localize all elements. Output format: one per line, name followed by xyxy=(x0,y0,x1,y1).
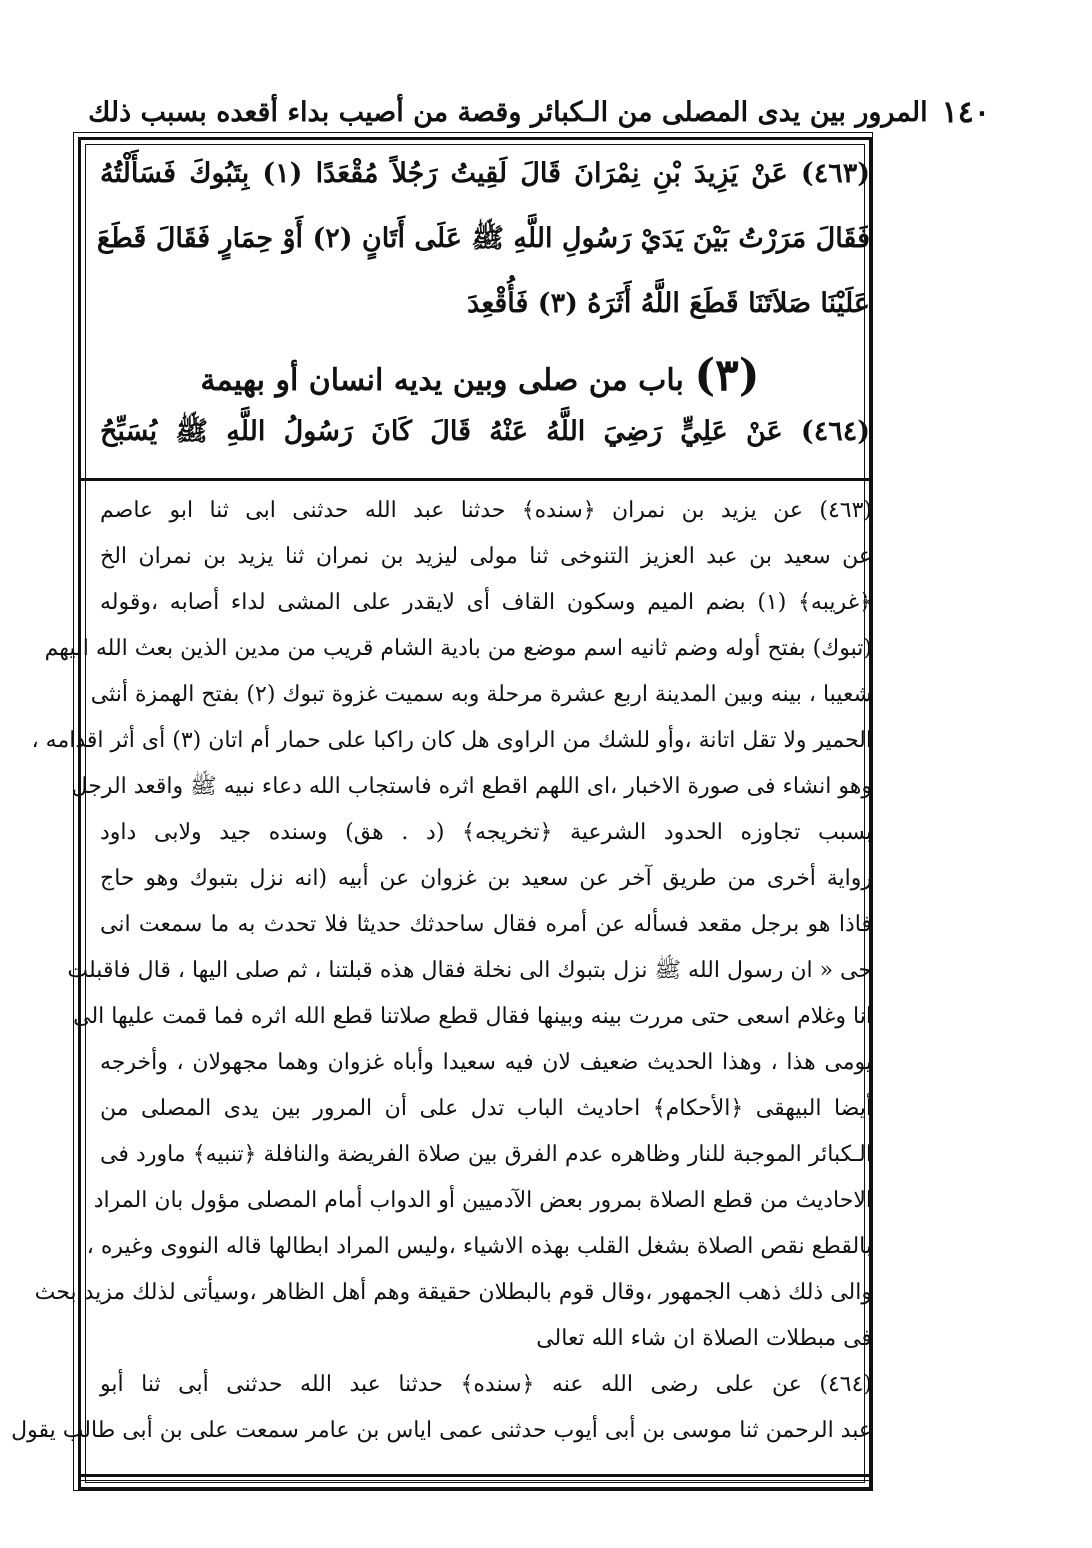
commentary-line: الاحاديث من قطع الصلاة بمرور بعض الآدميين أو الدواب أمام المصلى مؤول بان المراد xyxy=(93,1188,872,1213)
commentary-line: أيضا البيهقى ﴿الأحكام﴾ احاديث الباب تدل على أن المرور بين يدى المصلى من xyxy=(100,1096,872,1121)
chapter-heading xyxy=(180,350,780,401)
chapter-number: (٣) xyxy=(694,350,760,401)
section-divider xyxy=(80,478,870,481)
commentary-line: يومى هذا ، وهذا الحديث ضعيف لان فيه سعيدا وأباه غزوان وهما مجهولان ، وأخرجه xyxy=(100,1050,872,1075)
hadith-line-1: (٤٦٣) عَنْ يَزِيدَ بْنِ نِمْرَانَ قَالَ لَقِيتُ رَجُلاً مُقْعَدًا (١) بِتَبُوكَ فَسَأَلْتُهُ xyxy=(100,158,870,189)
commentary-line: رواية أخرى من طريق آخر عن سعيد بن غزوان عن أبيه (انه نزل بتبوك وهو حاج xyxy=(100,866,872,891)
commentary-line: ﴿غريبه﴾ (١) بضم الميم وسكون القاف أى لايقدر على المشى لداء أصابه ،وقوله xyxy=(100,590,872,615)
hadith-line-3: عَلَيْنَا صَلاَتَنَا قَطَعَ اللَّهُ أَثَرَهُ (٣) فَأُقْعِدَ xyxy=(467,288,870,319)
hadith-line-4: (٤٦٤) عَنْ عَلِيٍّ رَضِيَ اللَّهُ عَنْهُ قَالَ كَانَ رَسُولُ اللَّهِ ﷺ يُسَبِّحُ xyxy=(100,416,870,447)
commentary-line: بالقطع نقص الصلاة بشغل القلب بهذه الاشياء ،وليس المراد ابطالها قاله النووى وغيره ، xyxy=(86,1234,872,1259)
chapter-title: باب من صلى وبين يديه انسان أو بهيمة xyxy=(200,363,684,398)
commentary-line: عن سعيد بن عبد العزيز التنوخى ثنا مولى ليزيد بن نمران ثنا يزيد بن نمران الخ xyxy=(100,544,872,569)
commentary-line: (تبوك) بفتح أوله وضم ثانيه اسم موضع من بادية الشام قريب من مدين الذين بعث الله اليهم xyxy=(44,636,872,661)
commentary-line: فى مبطلات الصلاة ان شاء الله تعالى xyxy=(536,1326,872,1351)
commentary-line: فاذا هو برجل مقعد فسأله عن أمره فقال ساحدثك حديثا فلا تحدث به ما سمعت انى xyxy=(100,912,872,937)
commentary-line: عبد الرحمن ثنا موسى بن أبى أيوب حدثنى عمى اياس بن عامر سمعت على بن أبى طالب يقول xyxy=(11,1418,872,1443)
commentary-line: حى « ان رسول الله ﷺ نزل بتبوك الى نخلة فقال هذه قبلتنا ، ثم صلى اليها ، قال فاقبلت xyxy=(67,958,872,983)
hadith-line-2: فَقَالَ مَرَرْتُ بَيْنَ يَدَيْ رَسُولِ اللَّهِ ﷺ عَلَى أَتَانٍ (٢) أَوْ حِمَارٍ فَقَالَ قَطَعَ xyxy=(96,223,870,254)
page-number: ١٤٠ xyxy=(941,94,990,130)
page-running-title: المرور بين يدى المصلى من الـكبائر وقصة من أصيب بداء أقعده بسبب ذلك xyxy=(88,96,928,128)
commentary-line: شعيبا ، بينه وبين المدينة اربع عشرة مرحلة وبه سميت غزوة تبوك (٢) بفتح الهمزة أنثى xyxy=(90,682,872,707)
commentary-line: الـكبائر الموجبة للنار وظاهره عدم الفرق بين صلاة الفريضة والنافلة ﴿تنبيه﴾ ماورد فى xyxy=(100,1142,872,1167)
commentary-line: والى ذلك ذهب الجمهور ،وقال قوم بالبطلان حقيقة وهم أهل الظاهر ،وسيأتى لذلك مزيد بحث xyxy=(34,1280,872,1305)
commentary-line: (٤٦٣) عن يزيد بن نمران ﴿سنده﴾ حدثنا عبد الله حدثنى ابى ثنا ابو عاصم xyxy=(100,498,872,523)
commentary-line: انا وغلام اسعى حتى مررت بينه وبينها فقال قطع صلاتنا قطع الله اثره فما قمت عليها الى xyxy=(73,1004,872,1029)
page-header xyxy=(88,92,990,132)
commentary-line: (٤٦٤) عن على رضى الله عنه ﴿سنده﴾ حدثنا عبد الله حدثنى أبى ثنا أبو xyxy=(100,1372,872,1397)
commentary-line: وهو انشاء فى صورة الاخبار ،اى اللهم اقطع اثره فاستجاب الله دعاء نبيه ﷺ واقعد الرجل xyxy=(71,774,872,799)
bottom-rule-thin xyxy=(80,1480,870,1481)
commentary-line: بسبب تجاوزه الحدود الشرعية ﴿تخريجه﴾ (د . هق) وسنده جيد ولابى داود xyxy=(100,820,872,845)
commentary-line: الحمير ولا تقل اتانة ،وأو للشك من الراوى هل كان راكبا على حمار أم اتان (٣) أى أثر اقدامه ، xyxy=(31,728,872,753)
bottom-rule xyxy=(80,1474,870,1477)
